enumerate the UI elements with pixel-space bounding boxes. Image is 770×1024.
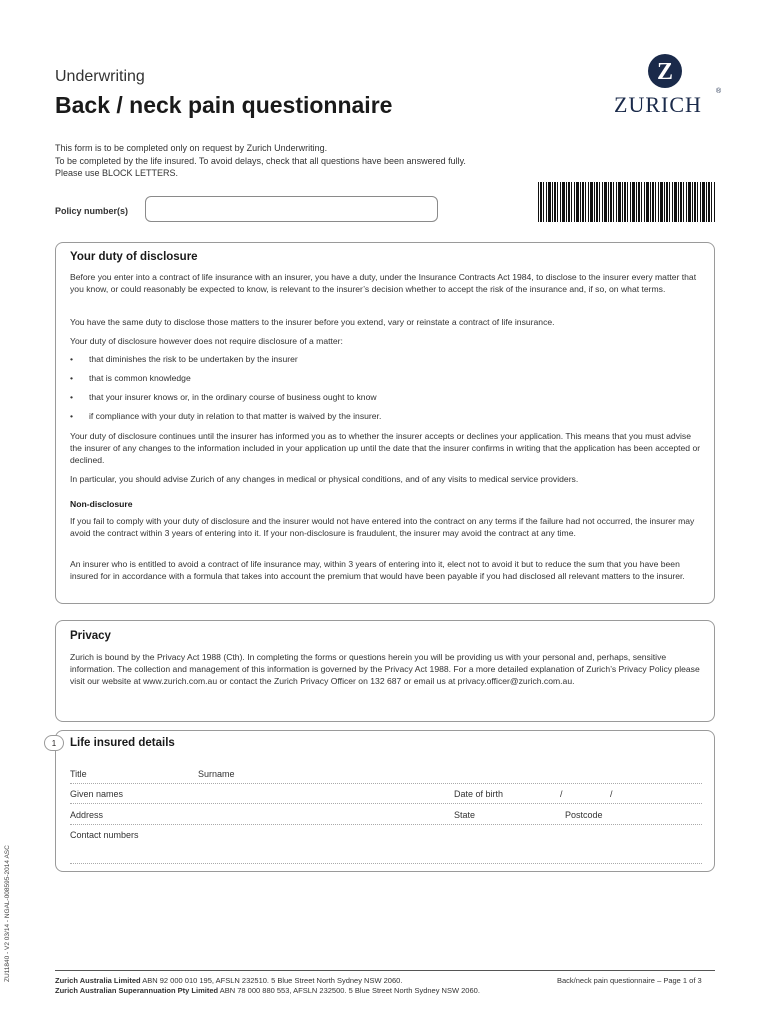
- dob-separator-1: /: [560, 789, 563, 799]
- date-of-birth-label: Date of birth: [454, 789, 504, 799]
- postcode-label: Postcode: [565, 810, 603, 820]
- given-names-field[interactable]: [70, 803, 702, 804]
- section-number: 1: [44, 735, 64, 751]
- duty-paragraph-7: An insurer who is entitled to avoid a contract of life insurance may, within 3 years of entering into it, elect not to avoid it but to reduce the sum that you have been insured for in accordance with a formula that takes into account the premium that would have been payable if you had disclosed all relevant matters to the insurer.: [70, 559, 685, 581]
- footer-rule: [55, 970, 715, 971]
- duty-heading: Your duty of disclosure: [70, 251, 198, 263]
- intro-text: [55, 142, 475, 180]
- bullet-marker: •: [70, 373, 74, 383]
- barcode: [538, 182, 716, 222]
- svg-text:Z: Z: [656, 59, 674, 85]
- intro-line-2: To be completed by the life insured. To avoid delays, check that all questions have been answered fully. Please use BLOCK LETTERS.: [55, 155, 466, 178]
- footer-company-2-details: ABN 78 000 880 553, AFSLN 232500. 5 Blue Street North Sydney NSW 2060.: [218, 986, 480, 995]
- duty-paragraph-1: Before you enter into a contract of life insurance with an insurer, you have a duty, under the Insurance Contracts Act 1984, to disclose to the insurer every matter that you know, or could reasonably be expected to know, is relevant to the insurer’s decision whether to accept the risk of the insurance and, if so, on what terms.: [70, 272, 697, 294]
- given-names-label: Given names: [70, 789, 124, 799]
- duty-paragraph-5: In particular, you should advise Zurich of any changes in medical or physical conditions, and of any visits to medical service providers.: [70, 474, 579, 484]
- footer-company-info: [55, 976, 480, 996]
- footer-company-1-details: ABN 92 000 010 195, AFSLN 232510. 5 Blue Street North Sydney NSW 2060.: [140, 976, 403, 985]
- contact-numbers-field[interactable]: [70, 863, 702, 864]
- duty-bullet-1: that diminishes the risk to be undertaken by the insurer: [89, 354, 298, 364]
- intro-line-1: This form is to be completed only on request by Zurich Underwriting.: [55, 143, 328, 153]
- policy-number-field[interactable]: [145, 196, 438, 222]
- privacy-panel: [55, 620, 715, 722]
- zurich-logo: [606, 52, 724, 124]
- document-category: Underwriting: [55, 68, 145, 85]
- registered-mark: ®: [716, 88, 722, 95]
- bullet-marker: •: [70, 392, 74, 402]
- policy-number-label: Policy number(s): [55, 206, 129, 216]
- duty-paragraph-3: Your duty of disclosure however does not require disclosure of a matter:: [70, 336, 343, 346]
- state-label: State: [454, 810, 476, 820]
- document-title: Back / neck pain questionnaire: [55, 92, 393, 118]
- life-insured-heading: Life insured details: [70, 737, 175, 749]
- duty-bullet-2: that is common knowledge: [89, 373, 191, 383]
- non-disclosure-heading: Non-disclosure: [70, 499, 133, 509]
- dob-separator-2: /: [610, 789, 613, 799]
- address-field[interactable]: [70, 824, 702, 825]
- footer-company-2: Zurich Australian Superannuation Pty Limited: [55, 986, 219, 995]
- title-surname-field[interactable]: [70, 783, 702, 784]
- logo-wordmark: ZURICH: [614, 92, 702, 117]
- form-reference-code: ZU11840 - V2 03/14 - NGAL-008595-2014 ASC: [4, 845, 11, 982]
- duty-bullet-3: that your insurer knows or, in the ordinary course of business ought to know: [89, 392, 377, 402]
- privacy-heading: Privacy: [70, 630, 111, 642]
- contact-numbers-label: Contact numbers: [70, 830, 139, 840]
- duty-bullet-4: if compliance with your duty in relation to that matter is waived by the insurer.: [89, 411, 382, 421]
- duty-paragraph-2: You have the same duty to disclose those matters to the insurer before you extend, vary or reinstate a contract of life insurance.: [70, 317, 555, 327]
- duty-paragraph-4: Your duty of disclosure continues until the insurer has informed you as to whether the insurer accepts or declines your application. This means that you must advise the insurer of any changes to the information included in your application up until the date that the insurer confirms in writing that the application has been accepted or declined.: [70, 431, 701, 465]
- duty-of-disclosure-panel: [55, 242, 715, 604]
- page-indicator: Back/neck pain questionnaire – Page 1 of 3: [557, 976, 702, 985]
- address-label: Address: [70, 810, 104, 820]
- footer-company-1: Zurich Australia Limited: [55, 976, 141, 985]
- bullet-marker: •: [70, 411, 74, 421]
- life-insured-panel: [51, 730, 715, 872]
- title-label: Title: [70, 769, 87, 779]
- bullet-marker: •: [70, 354, 74, 364]
- zurich-z-icon: [640, 52, 690, 90]
- privacy-text: Zurich is bound by the Privacy Act 1988 (Cth). In completing the forms or questions herein you will be providing us with your personal and, perhaps, sensitive information. The collection and management of this information is governed by the Privacy Act 1988. For a more detailed explanation of Zurich’s Privacy Policy please visit our website at www.zurich.com.au or contact the Zurich Privacy Officer on 132 687 or email us at privacy.officer@zurich.com.au.: [70, 652, 700, 686]
- surname-label: Surname: [198, 769, 235, 779]
- duty-paragraph-6: If you fail to comply with your duty of disclosure and the insurer would not have entered into the contract on any terms if the failure had not occurred, the insurer may avoid the contract within 3 years of entering into it. If your non-disclosure is fraudulent, the insurer may avoid the contract at any time.: [70, 516, 695, 538]
